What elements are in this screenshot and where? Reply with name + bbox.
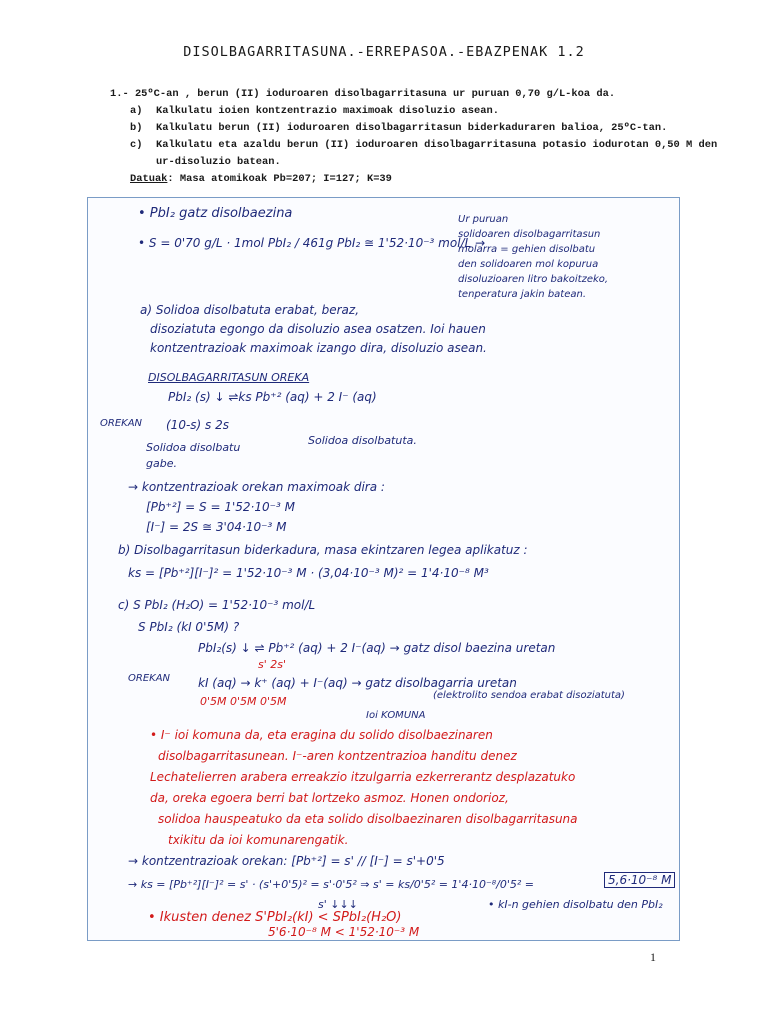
note-line: s' 2s'	[258, 658, 287, 671]
item-label: a)	[130, 105, 143, 117]
exercise-item-a	[110, 103, 730, 120]
note-equation: → ks = [Pb⁺²][I⁻]² = s' · (s'+0'5)² = s'·0'5² ⇒ s' = ks/0'5² = 1'4·10⁻⁸/0'5² =	[128, 878, 535, 891]
exercise-item-c	[110, 137, 730, 171]
result-box: 5,6·10⁻⁸ M	[604, 872, 675, 888]
note-label: OREKAN	[128, 673, 171, 684]
note-line: → kontzentrazioak orekan: [Pb⁺²] = s' // [I⁻] = s'+0'5	[128, 854, 445, 868]
note-line: molarra = gehien disolbatu	[458, 244, 596, 255]
note-line: (10-s) s 2s	[166, 418, 229, 432]
note-line: da, oreka egoera berri bat lortzeko asmoz. Honen ondorioz,	[150, 791, 509, 805]
note-line: disolbagarritasunean. I⁻-aren kontzentrazioa handitu denez	[158, 749, 517, 763]
note-label: Ioi KOMUNA	[366, 710, 426, 721]
datuak-label: Datuak	[130, 173, 168, 185]
note-line: • PbI₂ gatz disolbaezina	[138, 206, 293, 221]
note-equation: kI (aq) → k⁺ (aq) + I⁻(aq) → gatz disolbagarria uretan	[198, 676, 517, 690]
note-line: disoziatuta egongo da disoluzio asea osatzen. Ioi hauen	[150, 322, 486, 336]
note-line: [Pb⁺²] = S = 1'52·10⁻³ M	[146, 500, 295, 514]
note-equation: ks = [Pb⁺²][I⁻]² = 1'52·10⁻³ M · (3,04·10⁻³ M)² = 1'4·10⁻⁸ M³	[128, 566, 489, 580]
page-title: DISOLBAGARRITASUNA.-ERREPASOA.-EBAZPENAK 1.2	[183, 44, 585, 60]
note-line: Solidoa disolbatu	[146, 441, 241, 454]
note-line: gabe.	[146, 457, 177, 470]
note-line: solidoa hauspeatuko da eta solido disolbaezinaren disolbagarritasuna	[158, 812, 578, 826]
note-line: S PbI₂ (kI 0'5M) ?	[138, 620, 240, 634]
note-line: Lechatelierren arabera erreakzio itzulgarria ezkerrerantz desplazatuko	[150, 770, 576, 784]
note-equation: PbI₂ (s) ↓ ⇌ks Pb⁺² (aq) + 2 I⁻ (aq)	[168, 390, 377, 404]
note-line: c) S PbI₂ (H₂O) = 1'52·10⁻³ mol/L	[118, 598, 316, 612]
note-line: (elektrolito sendoa erabat disoziatuta)	[433, 690, 625, 701]
note-line: solidoaren disolbagarritasun	[458, 229, 601, 240]
note-heading: DISOLBAGARRITASUN OREKA	[148, 371, 310, 384]
note-line: s' ↓↓↓	[318, 898, 358, 911]
note-line: tenperatura jakin batean.	[458, 289, 587, 300]
note-line: kontzentrazioak maximoak izango dira, disoluzio asean.	[150, 341, 487, 355]
note-line: 5'6·10⁻⁸ M < 1'52·10⁻³ M	[268, 925, 420, 939]
note-side-definition	[458, 212, 608, 302]
item-text: Kalkulatu eta azaldu berun (II) ioduroaren disolbagarritasuna potasio iodurotan 0,50 M den ur-disoluzio batean.	[156, 139, 718, 168]
item-label: c)	[130, 139, 143, 151]
note-line: → kontzentrazioak orekan maximoak dira :	[128, 480, 385, 494]
item-label: b)	[130, 122, 143, 134]
note-line: • S = 0'70 g/L · 1mol PbI₂ / 461g PbI₂ ≅ 1'52·10⁻³ mol/L →	[138, 236, 486, 250]
note-line: 0'5M 0'5M 0'5M	[200, 695, 287, 708]
exercise-item-b	[110, 120, 730, 137]
note-equation: PbI₂(s) ↓ ⇌ Pb⁺² (aq) + 2 I⁻(aq) → gatz disol baezina uretan	[198, 641, 556, 655]
note-label: OREKAN	[100, 418, 143, 429]
datuak-text: : Masa atomikoak Pb=207; I=127; K=39	[167, 173, 392, 185]
note-line: Ur puruan	[458, 214, 509, 225]
note-line: Solidoa disolbatuta.	[308, 434, 417, 447]
item-text: Kalkulatu berun (II) ioduroaren disolbagarritasun biderkaduraren balioa, 25ºC-tan.	[156, 122, 668, 134]
note-line: txikitu da ioi komunarengatik.	[168, 833, 349, 847]
item-text: Kalkulatu ioien kontzentrazio maximoak disoluzio asean.	[156, 105, 499, 117]
note-line: • Ikusten denez S'PbI₂(kI) < SPbI₂(H₂O)	[148, 910, 402, 925]
exercise-intro: 1.- 25ºC-an , berun (II) ioduroaren disolbagarritasuna ur puruan 0,70 g/L-koa da.	[110, 88, 616, 100]
note-line: [I⁻] = 2S ≅ 3'04·10⁻³ M	[146, 520, 287, 534]
note-line: b) Disolbagarritasun biderkadura, masa ekintzaren legea aplikatuz :	[118, 543, 528, 557]
note-line: • I⁻ ioi komuna da, eta eragina du solido disolbaezinaren	[150, 728, 493, 742]
note-line: a) Solidoa disolbatuta erabat, beraz,	[140, 303, 360, 317]
handwritten-solution	[87, 197, 680, 941]
exercise-statement	[110, 86, 730, 188]
note-line: disoluzioaren litro bakoitzeko,	[458, 274, 609, 285]
page-number: 1	[650, 950, 656, 964]
datuak-line	[110, 171, 730, 188]
note-line: den solidoaren mol kopurua	[458, 259, 599, 270]
note-line: • kI-n gehien disolbatu den PbI₂	[488, 898, 663, 911]
